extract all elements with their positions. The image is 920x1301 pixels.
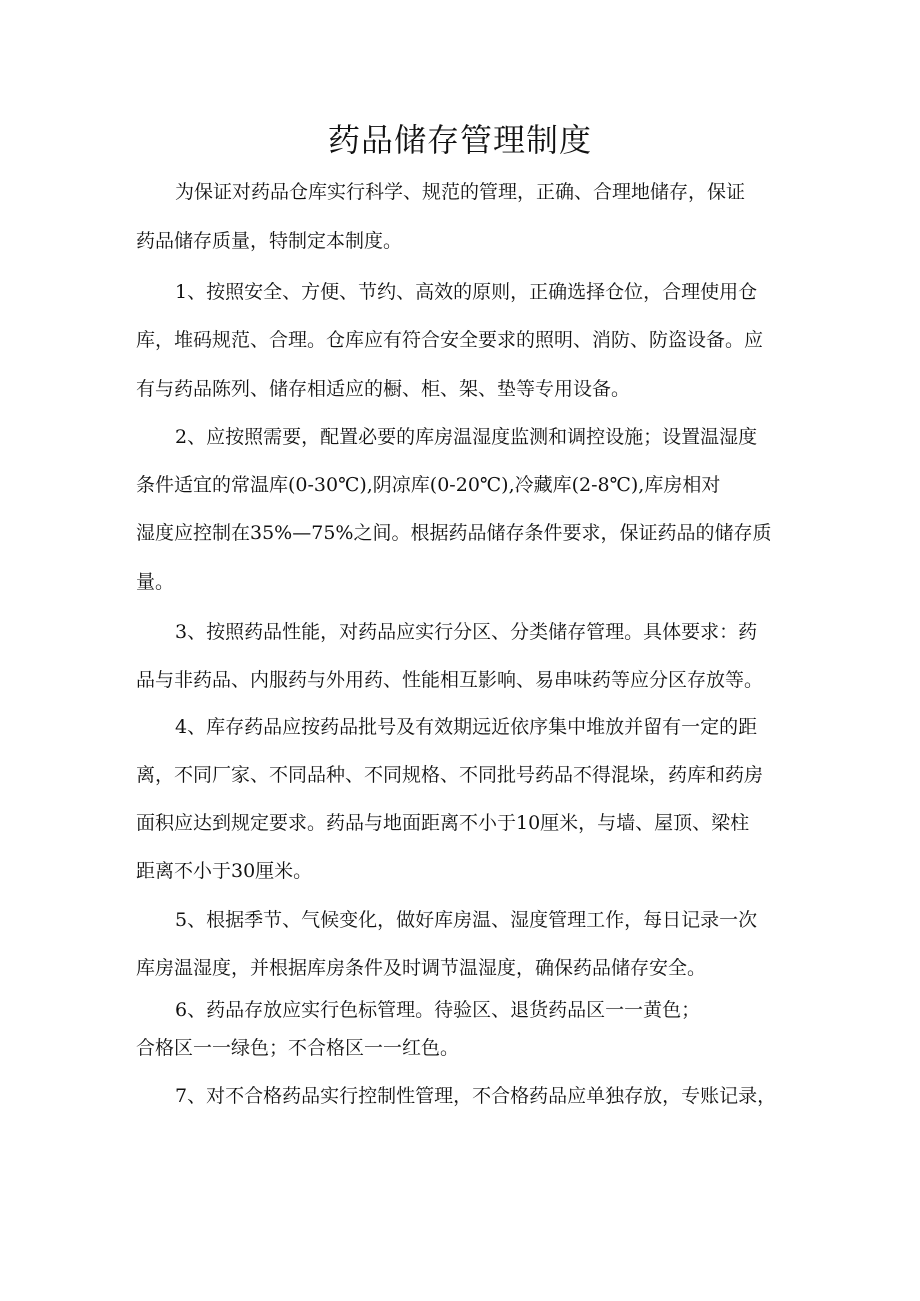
paragraph-5-line-2: 库房温湿度，并根据库房条件及时调节温湿度，确保药品储存安全。	[136, 957, 707, 979]
document-title: 药品储存管理制度	[327, 121, 592, 159]
paragraph-2-line-4: 量。	[136, 571, 175, 593]
paragraph-2-line-2: 条件适宜的常温库(0-30℃),阴凉库(0-20℃),冷藏库(2-8℃),库房相对	[136, 474, 721, 496]
paragraph-4-line-2: 离，不同厂家、不同品种、不同规格、不同批号药品不得混垛，药库和药房	[136, 764, 764, 786]
paragraph-4-line-3: 面积应达到规定要求。药品与地面距离不小于10厘米，与墙、屋顶、梁柱	[136, 812, 750, 834]
paragraph-6-line-1: 6、药品存放应实行色标管理。待验区、退货药品区一一黄色；	[175, 999, 701, 1021]
paragraph-1-line-1: 1、按照安全、方便、节约、高效的原则，正确选择仓位，合理使用仓	[175, 281, 758, 303]
paragraph-3-line-1: 3、按照药品性能，对药品应实行分区、分类储存管理。具体要求：药	[175, 621, 758, 643]
paragraph-2-line-1: 2、应按照需要，配置必要的库房温湿度监测和调控设施；设置温湿度	[175, 426, 758, 448]
paragraph-6-line-2: 合格区一一绿色；不合格区一一红色。	[136, 1037, 460, 1059]
paragraph-4-line-4: 距离不小于30厘米。	[136, 860, 313, 882]
paragraph-2-line-3: 湿度应控制在35%—75%之间。根据药品储存条件要求，保证药品的储存质	[136, 522, 772, 544]
paragraph-4-line-1: 4、库存药品应按药品批号及有效期远近依序集中堆放并留有一定的距	[175, 716, 758, 738]
paragraph-5-line-1: 5、根据季节、气候变化，做好库房温、湿度管理工作，每日记录一次	[175, 909, 758, 931]
paragraph-intro-line-1: 为保证对药品仓库实行科学、规范的管理，正确、合理地储存，保证	[175, 181, 746, 203]
paragraph-intro-line-2: 药品储存质量，特制定本制度。	[136, 230, 403, 252]
paragraph-7-line-1: 7、对不合格药品实行控制性管理，不合格药品应单独存放，专账记录，	[175, 1085, 777, 1107]
paragraph-3-line-2: 品与非药品、内服药与外用药、性能相互影响、易串味药等应分区存放等。	[136, 669, 764, 691]
paragraph-1-line-2: 库，堆码规范、合理。仓库应有符合安全要求的照明、消防、防盗设备。应	[136, 329, 764, 351]
paragraph-1-line-3: 有与药品陈列、储存相适应的橱、柜、架、垫等专用设备。	[136, 378, 631, 400]
